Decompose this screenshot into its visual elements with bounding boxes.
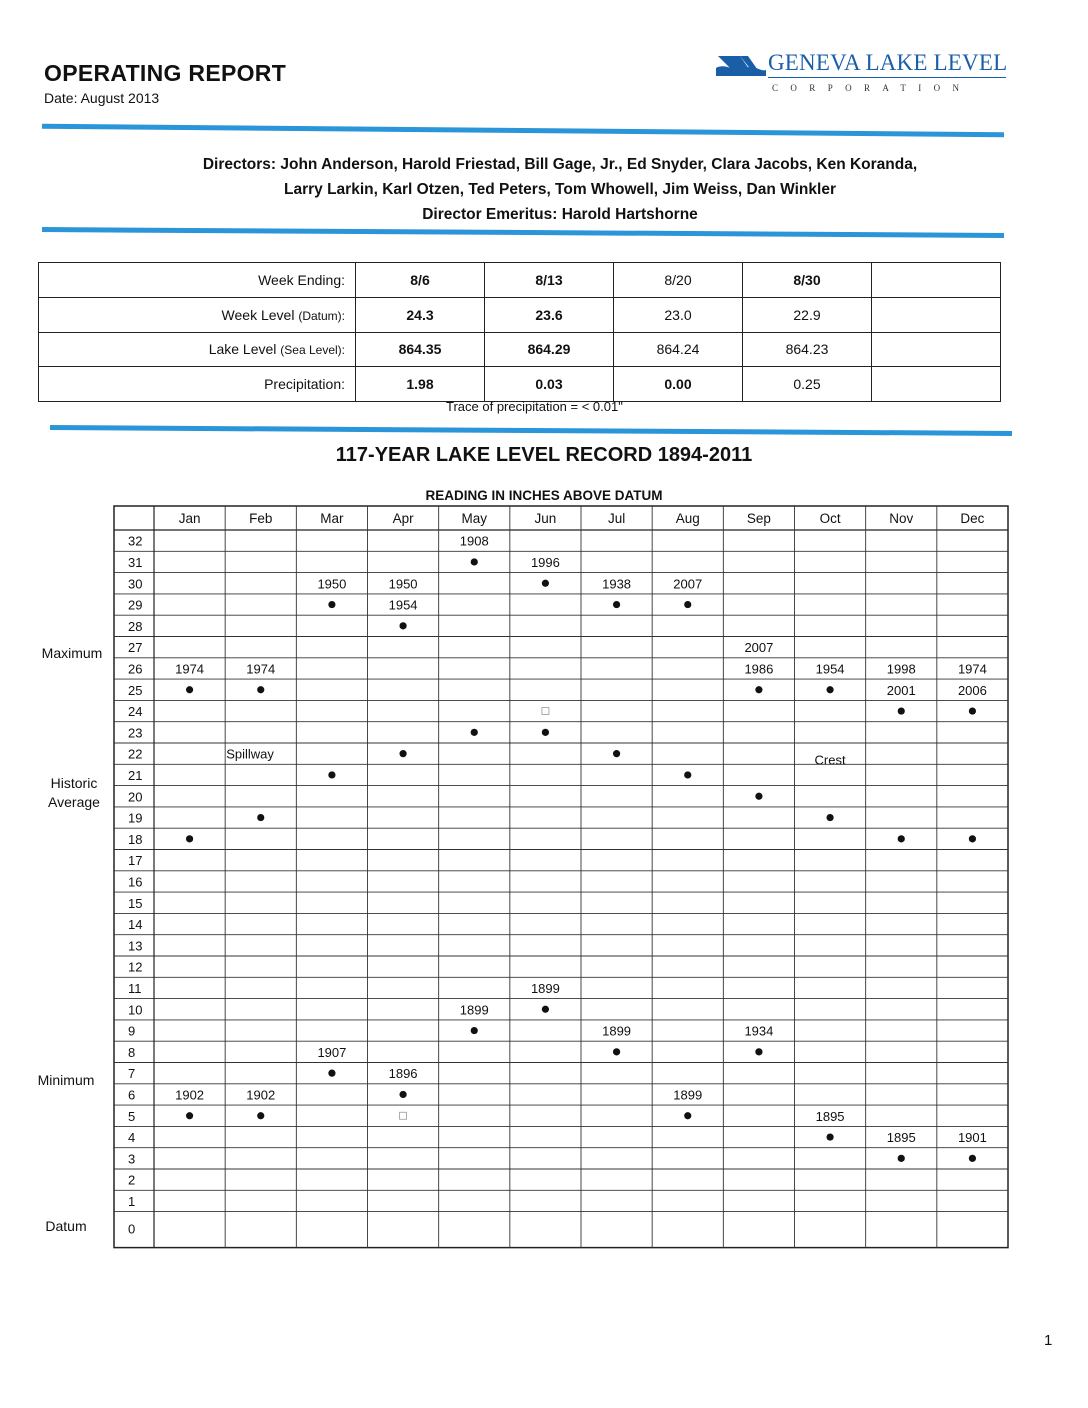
week-ending-label: Week Ending: <box>39 263 356 298</box>
table-cell: 22.9 <box>743 297 872 332</box>
record-title: 117-YEAR LAKE LEVEL RECORD 1894-2011 <box>335 444 753 466</box>
max-year-label: 1974 <box>246 661 276 677</box>
level-label: 3 <box>128 1151 136 1167</box>
level-label: 14 <box>128 917 143 933</box>
level-label: 28 <box>128 618 143 634</box>
level-label: 17 <box>128 853 143 869</box>
level-label: 12 <box>128 959 143 975</box>
month-header: Nov <box>889 511 914 526</box>
max-year-label: 1954 <box>815 661 845 677</box>
average-marker <box>898 835 905 842</box>
level-label: 5 <box>128 1108 136 1124</box>
month-header: Mar <box>320 511 344 526</box>
current-level-marker <box>400 1112 407 1119</box>
label-text: Week Level <box>221 306 295 323</box>
table-cell: 8/6 <box>356 263 485 298</box>
table-cell: 1.98 <box>356 367 485 402</box>
level-label: 15 <box>128 895 143 911</box>
trace-note: Trace of precipitation = < 0.01" <box>446 399 623 414</box>
month-header: Jun <box>534 511 557 526</box>
min-marker <box>471 1027 478 1034</box>
max-marker <box>257 686 264 693</box>
table-cell: 8/30 <box>743 263 872 298</box>
max-marker <box>328 601 335 608</box>
max-marker <box>186 686 193 693</box>
level-label: 20 <box>128 789 143 805</box>
max-marker <box>542 580 549 587</box>
minimum-label: Minimum <box>37 1072 95 1088</box>
level-label: 6 <box>128 1087 136 1103</box>
table-cell: 0.03 <box>485 367 614 402</box>
min-year-label: 1907 <box>317 1044 347 1060</box>
min-marker <box>542 1006 549 1013</box>
min-year-label: 1934 <box>744 1023 774 1039</box>
average-marker <box>257 814 264 821</box>
max-year-label: 1954 <box>388 597 418 613</box>
min-marker <box>257 1112 264 1119</box>
min-marker <box>826 1133 833 1140</box>
level-label: 2 <box>128 1172 136 1188</box>
table-cell: 864.35 <box>356 332 485 367</box>
month-header: Jul <box>607 511 626 526</box>
label-unit: (Datum): <box>298 308 345 323</box>
director-emeritus: Director Emeritus: Harold Hartshorne <box>422 206 698 223</box>
max-year-label: 1908 <box>459 533 489 549</box>
min-year-label: 1902 <box>175 1087 205 1103</box>
max-marker <box>969 707 976 714</box>
level-label: 23 <box>128 725 143 741</box>
label-unit: (Sea Level): <box>280 343 345 358</box>
month-header: May <box>461 511 488 526</box>
max-marker <box>613 601 620 608</box>
min-marker <box>755 1048 762 1055</box>
report-title: OPERATING REPORT <box>44 60 287 86</box>
level-label: 29 <box>128 597 143 613</box>
max-year-label: 1986 <box>744 661 774 677</box>
crest-label: Crest <box>814 752 846 768</box>
grid-frame <box>114 506 1008 1248</box>
level-label: 19 <box>128 810 143 826</box>
label-line: Average <box>48 794 100 810</box>
min-year-label: 1899 <box>673 1087 703 1103</box>
month-header: Aug <box>675 511 700 526</box>
level-label: 31 <box>128 554 143 570</box>
min-year-label: 1899 <box>530 980 560 996</box>
table-cell: 864.23 <box>743 332 872 367</box>
max-year-label: 2007 <box>744 640 774 656</box>
min-year-label: 1899 <box>602 1023 632 1039</box>
max-year-label: 1998 <box>886 661 916 677</box>
average-marker <box>542 729 549 736</box>
datum-label: Datum <box>45 1218 87 1234</box>
min-marker <box>399 1091 406 1098</box>
max-year-label: 2001 <box>886 682 916 698</box>
level-label: 4 <box>128 1130 136 1146</box>
level-label: 8 <box>128 1044 136 1060</box>
table-cell: 8/20 <box>614 263 743 298</box>
level-label: 11 <box>128 980 142 996</box>
average-marker <box>471 729 478 736</box>
max-year-label: 2007 <box>673 576 703 592</box>
max-marker <box>755 686 762 693</box>
average-marker <box>755 793 762 800</box>
record-subtitle: READING IN INCHES ABOVE DATUM <box>425 488 663 503</box>
page-number: 1 <box>1044 1332 1053 1349</box>
max-marker <box>898 707 905 714</box>
level-label: 16 <box>128 874 143 890</box>
min-marker <box>186 1112 193 1119</box>
level-label: 0 <box>128 1221 136 1237</box>
max-marker <box>684 601 691 608</box>
max-marker <box>826 686 833 693</box>
max-year-label: 1974 <box>957 661 987 677</box>
logo-subtitle: CORPORATION <box>772 83 972 93</box>
maximum-label: Maximum <box>41 645 103 661</box>
min-marker <box>328 1070 335 1077</box>
level-label: 7 <box>128 1066 136 1082</box>
max-year-label: 1950 <box>388 576 418 592</box>
level-label: 26 <box>128 661 143 677</box>
max-marker <box>471 558 478 565</box>
average-marker <box>186 835 193 842</box>
max-year-label: 1938 <box>602 576 632 592</box>
max-year-label: 1974 <box>175 661 205 677</box>
report-date: Date: August 2013 <box>44 90 160 106</box>
month-header: Feb <box>249 511 273 526</box>
month-header: Oct <box>819 511 841 526</box>
label-line: Historic <box>50 775 98 791</box>
directors-line: Directors: John Anderson, Harold Friestad, Bill Gage, Jr., Ed Snyder, Clara Jacobs, Ken Koranda, <box>202 156 918 173</box>
month-header: Apr <box>392 511 414 526</box>
level-label: 1 <box>128 1193 136 1209</box>
level-label: 9 <box>128 1023 136 1039</box>
level-label: 24 <box>128 704 143 720</box>
table-cell: 23.6 <box>485 297 614 332</box>
level-label: 13 <box>128 938 143 954</box>
table-cell: 8/13 <box>485 263 614 298</box>
logo-name: GENEVA LAKE LEVEL <box>768 50 1008 75</box>
max-year-label: 1996 <box>530 554 560 570</box>
level-label: 18 <box>128 831 143 847</box>
min-marker <box>898 1155 905 1162</box>
level-label: 30 <box>128 576 143 592</box>
month-header: Dec <box>960 511 985 526</box>
average-marker <box>969 835 976 842</box>
table-cell: 0.25 <box>743 367 872 402</box>
max-year-label: 2006 <box>957 682 987 698</box>
average-marker <box>613 750 620 757</box>
level-label: 27 <box>128 640 143 656</box>
average-marker <box>826 814 833 821</box>
min-year-label: 1899 <box>459 1002 489 1018</box>
table-cell: 864.29 <box>485 332 614 367</box>
table-cell: 24.3 <box>356 297 485 332</box>
label-text: Lake Level <box>208 341 277 358</box>
max-marker <box>399 622 406 629</box>
precipitation-label: Precipitation: <box>39 367 356 402</box>
level-label: 25 <box>128 682 143 698</box>
level-label: 32 <box>128 533 143 549</box>
min-year-label: 1895 <box>815 1108 845 1124</box>
average-marker <box>684 771 691 778</box>
month-header: Sep <box>746 511 771 526</box>
average-marker <box>399 750 406 757</box>
level-label: 22 <box>128 746 143 762</box>
spillway-label: Spillway <box>226 746 274 762</box>
table-cell: 864.24 <box>614 332 743 367</box>
max-year-label: 1950 <box>317 576 347 592</box>
min-year-label: 1896 <box>388 1066 418 1082</box>
min-year-label: 1895 <box>886 1130 916 1146</box>
min-marker <box>613 1048 620 1055</box>
level-label: 21 <box>128 767 143 783</box>
min-marker <box>969 1155 976 1162</box>
min-year-label: 1901 <box>957 1130 987 1146</box>
min-marker <box>684 1112 691 1119</box>
average-marker <box>328 771 335 778</box>
table-cell: 0.00 <box>614 367 743 402</box>
min-year-label: 1902 <box>246 1087 276 1103</box>
directors-line: Larry Larkin, Karl Otzen, Ted Peters, Tom Whowell, Jim Weiss, Dan Winkler <box>284 181 836 198</box>
table-cell: 23.0 <box>614 297 743 332</box>
month-header: Jan <box>178 511 201 526</box>
level-label: 10 <box>128 1002 143 1018</box>
current-level-marker <box>542 708 549 715</box>
